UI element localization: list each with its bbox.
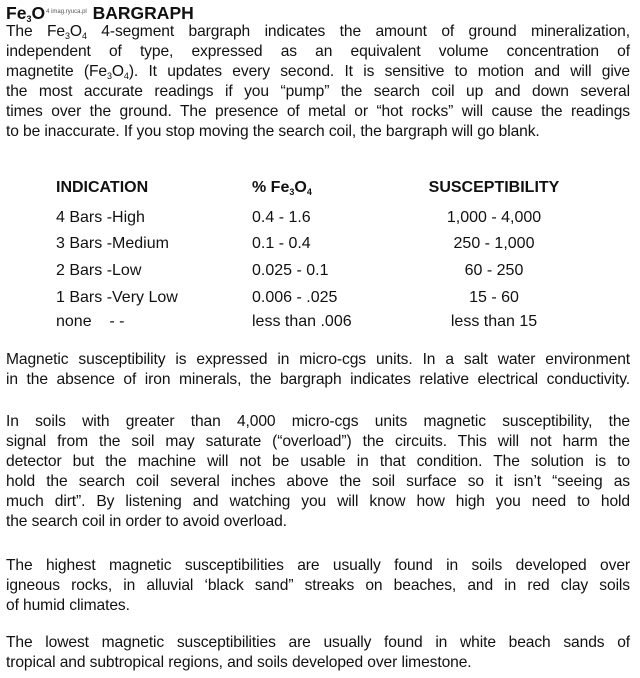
cell-fe3o4: 0.4 - 1.6 (252, 209, 311, 226)
para4-line-1: The highest magnetic susceptibilities are usually found in soils developed over (6, 557, 630, 574)
cell-indication: 2 Bars -Low (56, 262, 142, 279)
para3-line-4: hold the search coil several inches above the soil surface so it isn’t “seeing as (6, 473, 630, 490)
watermark-text: 4 imag.ryuca.pl (46, 9, 87, 15)
cell-indication: none - - (56, 313, 125, 330)
cell-susceptibility: 1,000 - 4,000 (446, 209, 542, 226)
cell-indication: 1 Bars -Very Low (56, 289, 178, 306)
para4-line-2: igneous rocks, in alluvial ‘black sand” streaks on beaches, and in red clay soils (6, 577, 630, 594)
cell-fe3o4: less than .006 (252, 313, 352, 330)
intro-line-6: to be inaccurate. If you stop moving the search coil, the bargraph will go blank. (6, 123, 540, 140)
paragraph-susceptibility-units (6, 350, 630, 390)
table-row (56, 232, 616, 256)
header-fe3o4: % $Fe_3O_4$ (252, 179, 312, 197)
para2-line-2: in the absence of iron minerals, the bargraph indicates relative electrical conductivity. (6, 371, 630, 388)
intro-line-5: times over the ground. The presence of metal or “hot rocks” will cause the readings (6, 103, 630, 120)
para5-line-2: tropical and subtropical regions, and soils developed over limestone. (6, 654, 472, 671)
heading-o: O (31, 3, 46, 23)
para5-line-1: The lowest magnetic susceptibilities are usually found in white beach sands of (6, 634, 630, 651)
para3-line-6: the search coil in order to avoid overload. (6, 513, 287, 530)
cell-susceptibility: 250 - 1,000 (453, 235, 535, 252)
table-row (56, 259, 616, 283)
page-heading (6, 2, 194, 23)
paragraph-overload (6, 412, 630, 532)
heading-sub-3: 3 (26, 14, 32, 24)
cell-susceptibility: less than 15 (450, 313, 538, 330)
cell-fe3o4: 0.1 - 0.4 (252, 235, 311, 252)
header-indication: INDICATION (56, 179, 149, 196)
paragraph-highest-susceptibility (6, 556, 630, 616)
table-row (56, 286, 616, 310)
table-row (56, 310, 616, 334)
cell-fe3o4: 0.025 - 0.1 (252, 262, 329, 279)
table-row (56, 206, 616, 230)
paragraph-lowest-susceptibility (6, 633, 630, 673)
intro-line-1: The $Fe_3O_4$ 4-segment bargraph indicates the amount of ground mineralization, (6, 23, 630, 41)
table-header-row (56, 176, 616, 200)
cell-indication: 4 Bars -High (56, 209, 145, 226)
intro-line-2: independent of type, expressed as an equivalent volume concentration of (6, 43, 630, 60)
header-susceptibility: SUSCEPTIBILITY (428, 179, 560, 196)
para3-line-1: In soils with greater than 4,000 micro-cgs units magnetic susceptibility, the (6, 413, 630, 430)
cell-susceptibility: 15 - 60 (469, 289, 519, 306)
cell-fe3o4: 0.006 - .025 (252, 289, 338, 306)
para3-line-2: signal from the soil may saturate (“overload”) the circuits. This will not harm the (6, 433, 630, 450)
para3-line-5: much dirt”. By listening and watching you will know how high you need to hold (6, 493, 630, 510)
para4-line-3: of humid climates. (6, 597, 130, 614)
intro-line-4: the most accurate readings if you “pump” the search coil up and down several (6, 83, 630, 100)
heading-title: BARGRAPH (92, 3, 194, 23)
intro-line-3: magnetite $(Fe_3O_4)$. It updates every second. It is sensitive to motion and will give (6, 63, 631, 81)
para2-line-1: Magnetic susceptibility is expressed in micro-cgs units. In a salt water environment (6, 351, 630, 368)
cell-susceptibility: 60 - 250 (464, 262, 524, 279)
para3-line-3: detector but the machine will not be usable in that condition. The solution is to (6, 453, 630, 470)
heading-fe: Fe (6, 3, 27, 23)
cell-indication: 3 Bars -Medium (56, 235, 169, 252)
intro-paragraph (6, 22, 630, 142)
